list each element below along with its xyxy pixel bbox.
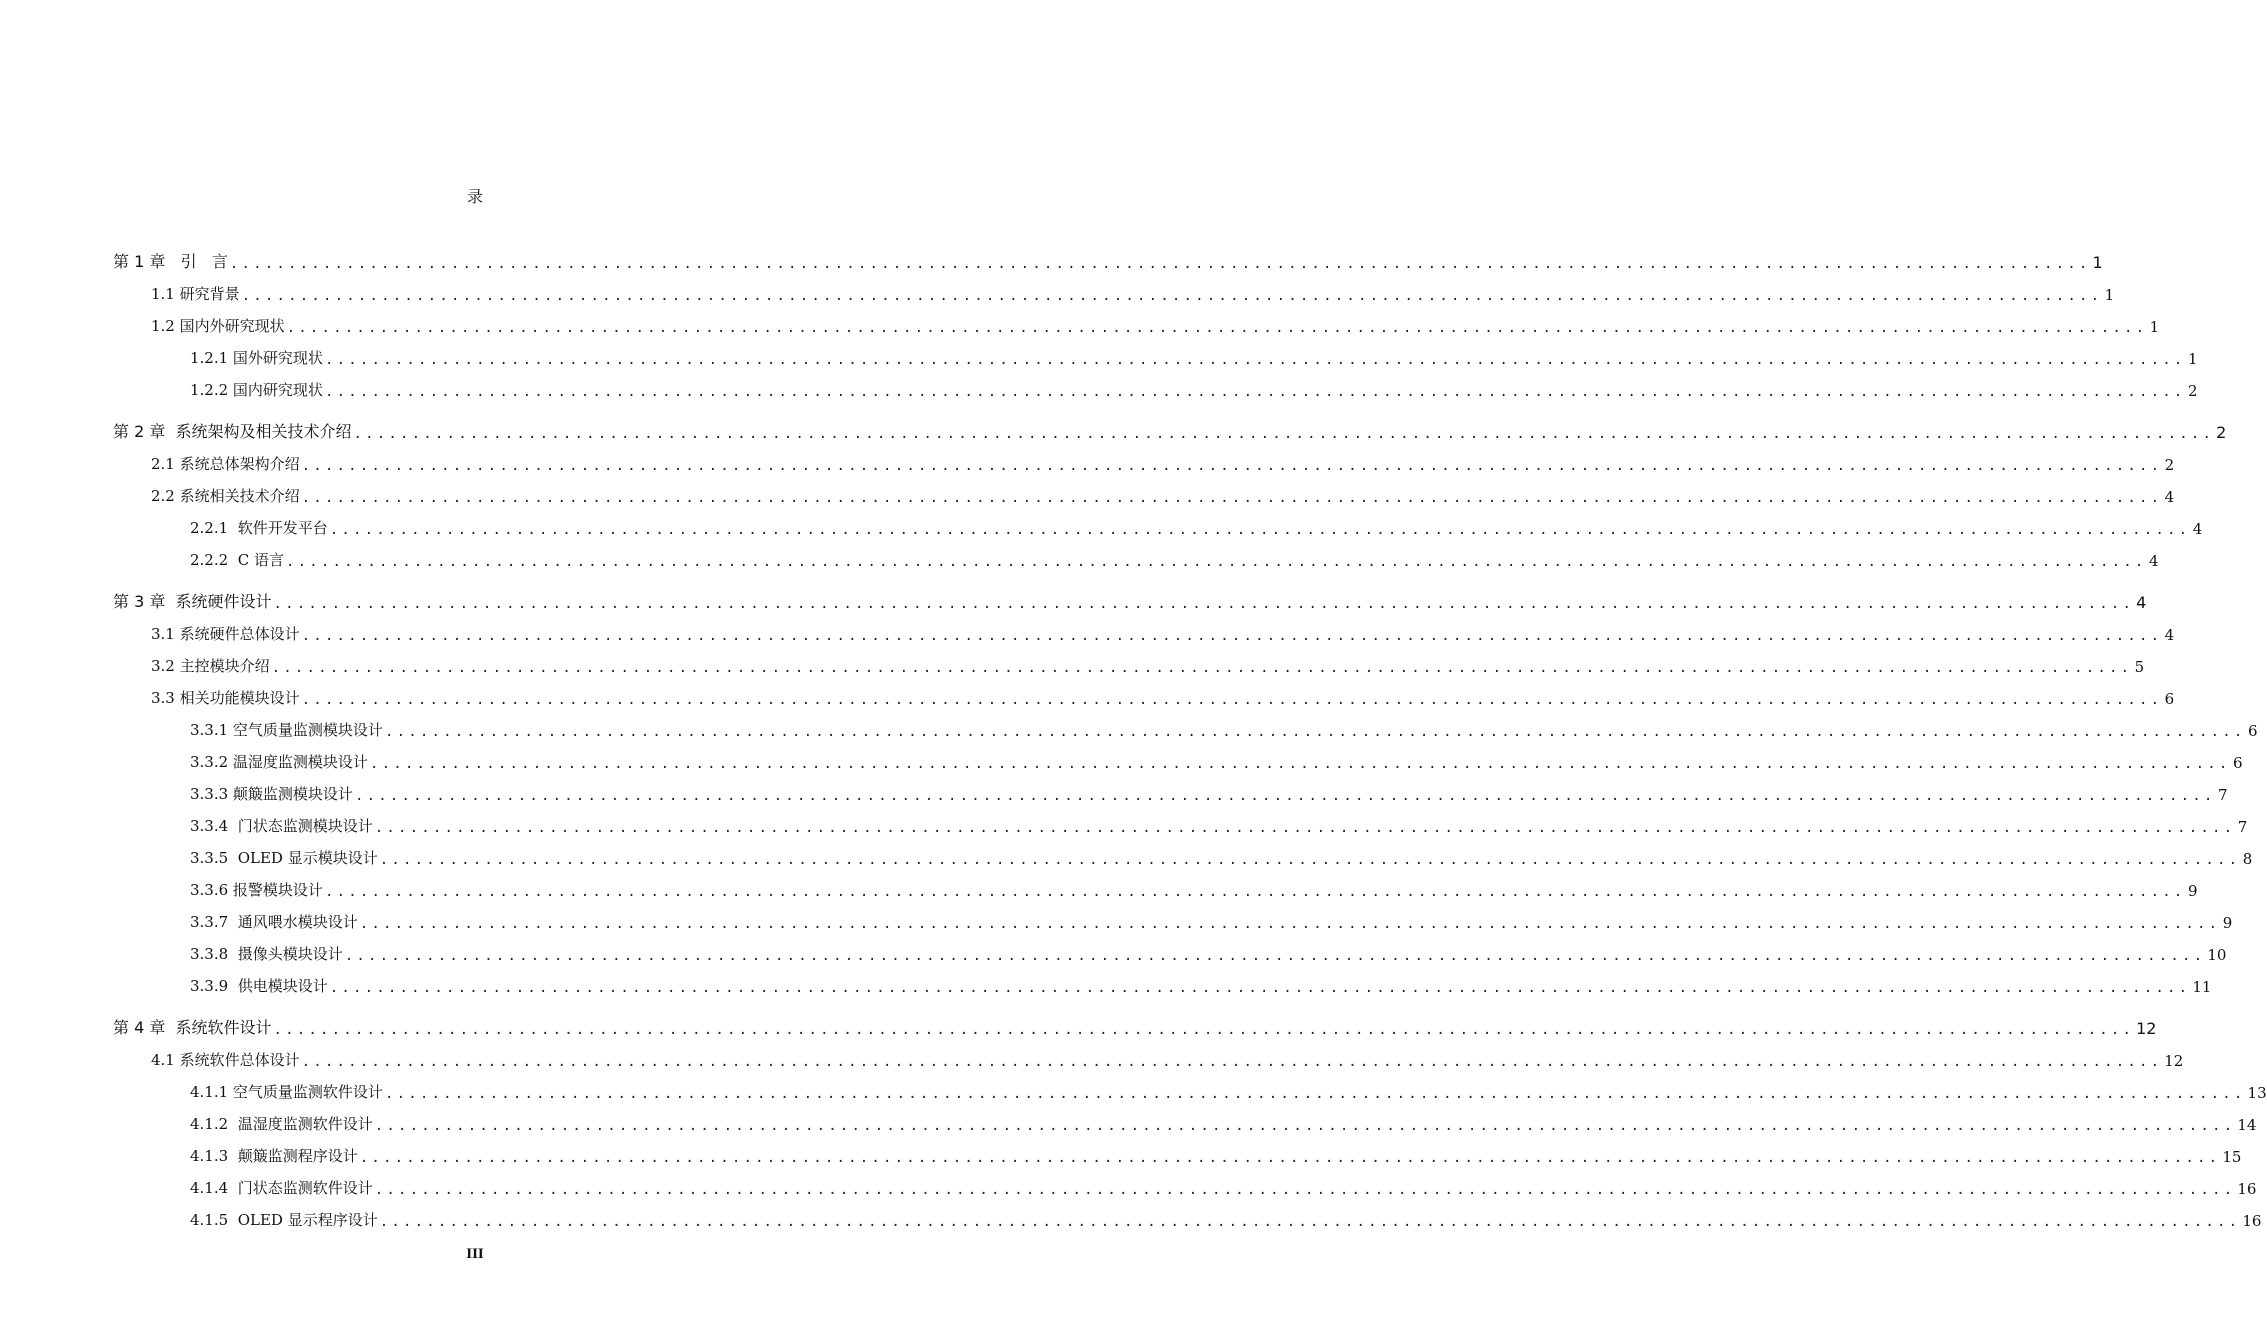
toc-entry[interactable]: [113, 342, 2198, 368]
toc-entry[interactable]: [113, 810, 2248, 836]
toc-entry[interactable]: [113, 374, 2198, 400]
toc-entry-label: 4.1 系统软件总体设计: [151, 1051, 300, 1069]
toc-entry-page-number: 5: [2134, 658, 2145, 676]
toc-entry-label: 2.2.2 C 语言: [190, 551, 284, 569]
toc-entry-label: 2.2 系统相关技术介绍: [151, 487, 300, 505]
toc-entry-label: 第 4 章 系统软件设计: [113, 1018, 272, 1037]
toc-entry-label: 1.2 国内外研究现状: [151, 317, 285, 335]
dot-leader: ................................................................................................................................................................: [301, 490, 2163, 506]
dot-leader: ................................................................................................................................................................: [354, 788, 2216, 804]
dot-leader: ................................................................................................................................................................: [324, 384, 2186, 400]
dot-leader: ................................................................................................................................................................: [359, 1150, 2221, 1166]
toc-entry-page-number: 11: [2192, 978, 2212, 996]
toc-entry[interactable]: [113, 480, 2175, 506]
toc-entry-label: 3.3.1 空气质量监测模块设计: [190, 721, 383, 739]
toc-entry[interactable]: [113, 938, 2227, 964]
toc-entry-label: 3.3 相关功能模块设计: [151, 689, 300, 707]
toc-entry-page-number: 1: [2187, 350, 2198, 368]
dot-leader: ................................................................................................................................................................: [329, 980, 2191, 996]
toc-entry-label: 3.1 系统硬件总体设计: [151, 625, 300, 643]
toc-entry-label: 3.3.6 报警模块设计: [190, 881, 323, 899]
toc-entry-label: 1.2.2 国内研究现状: [190, 381, 323, 399]
toc-entry-page-number: 16: [2237, 1180, 2257, 1198]
dot-leader: ................................................................................................................................................................: [301, 1054, 2163, 1070]
dot-leader: ................................................................................................................................................................: [229, 256, 2091, 272]
dot-leader: ................................................................................................................................................................: [379, 852, 2241, 868]
toc-entry-page-number: 4: [2164, 626, 2175, 644]
toc-entry[interactable]: [113, 1172, 2257, 1198]
toc-entry-label: 第 1 章 引 言: [113, 252, 228, 271]
dot-leader: ................................................................................................................................................................: [379, 1214, 2241, 1230]
toc-entry[interactable]: [113, 650, 2145, 676]
dot-leader: ................................................................................................................................................................: [353, 426, 2215, 442]
toc-entry-page-number: 6: [2232, 754, 2243, 772]
toc-entry-label: 3.2 主控模块介绍: [151, 657, 270, 675]
toc-entry-label: 3.3.2 温湿度监测模块设计: [190, 753, 368, 771]
dot-leader: ................................................................................................................................................................: [374, 820, 2236, 836]
toc-entry-label: 4.1.3 颠簸监测程序设计: [190, 1147, 358, 1165]
toc-entry-page-number: 7: [2217, 786, 2228, 804]
toc-entry[interactable]: [113, 714, 2258, 740]
toc-entry-label: 2.1 系统总体架构介绍: [151, 455, 300, 473]
toc-entry-page-number: 12: [2136, 1019, 2157, 1038]
toc-entry[interactable]: [113, 512, 2203, 538]
toc-entry-page-number: 15: [2222, 1148, 2242, 1166]
toc-entry[interactable]: [113, 544, 2159, 570]
dot-leader: ................................................................................................................................................................: [271, 660, 2133, 676]
toc-entry[interactable]: [113, 842, 2253, 868]
toc-entry-label: 第 3 章 系统硬件设计: [113, 592, 272, 611]
dot-leader: ................................................................................................................................................................: [285, 554, 2147, 570]
dot-leader: ................................................................................................................................................................: [324, 884, 2186, 900]
dot-leader: ................................................................................................................................................................: [273, 1022, 2135, 1038]
toc-entry-label: 3.3.8 摄像头模块设计: [190, 945, 343, 963]
toc-entry-label: 4.1.4 门状态监测软件设计: [190, 1179, 373, 1197]
toc-entry[interactable]: [113, 970, 2212, 996]
toc-entry-page-number: 13: [2247, 1084, 2267, 1102]
toc-entry-label: 4.1.2 温湿度监测软件设计: [190, 1115, 373, 1133]
toc-entry[interactable]: [113, 246, 2103, 272]
dot-leader: ................................................................................................................................................................: [324, 352, 2186, 368]
toc-entry-label: 2.2.1 软件开发平台: [190, 519, 328, 537]
dot-leader: ................................................................................................................................................................: [286, 320, 2148, 336]
toc-entry[interactable]: [113, 416, 2227, 442]
toc-entry[interactable]: [113, 278, 2115, 304]
dot-leader: ................................................................................................................................................................: [273, 596, 2135, 612]
toc-entry-page-number: 2: [2216, 423, 2227, 442]
toc-entry[interactable]: [113, 906, 2233, 932]
toc-entry-label: 3.3.4 门状态监测模块设计: [190, 817, 373, 835]
toc-entry-page-number: 8: [2242, 850, 2253, 868]
toc-entry[interactable]: [113, 1012, 2157, 1038]
toc-entry-page-number: 4: [2136, 593, 2147, 612]
toc-entry-page-number: 4: [2164, 488, 2175, 506]
toc-entry-label: 3.3.3 颠簸监测模块设计: [190, 785, 353, 803]
toc-entry-page-number: 2: [2164, 456, 2175, 474]
dot-leader: ................................................................................................................................................................: [241, 288, 2103, 304]
toc-entry-page-number: 16: [2242, 1212, 2262, 1230]
toc-entry-label: 1.2.1 国外研究现状: [190, 349, 323, 367]
toc-entry-page-number: 9: [2222, 914, 2233, 932]
toc-entry[interactable]: [113, 1044, 2184, 1070]
toc-entry-label: 4.1.5 OLED 显示程序设计: [190, 1211, 378, 1229]
toc-entry-page-number: 1: [2104, 286, 2115, 304]
dot-leader: ................................................................................................................................................................: [301, 458, 2163, 474]
dot-leader: ................................................................................................................................................................: [374, 1118, 2236, 1134]
toc-entry[interactable]: [113, 682, 2175, 708]
toc-entry-page-number: 14: [2237, 1116, 2257, 1134]
toc-entry-page-number: 4: [2149, 552, 2159, 570]
toc-entry[interactable]: [113, 778, 2228, 804]
toc-entry-page-number: 7: [2237, 818, 2248, 836]
toc-entry-label: 1.1 研究背景: [151, 285, 240, 303]
toc-entry-label: 3.3.7 通风喂水模块设计: [190, 913, 358, 931]
dot-leader: ................................................................................................................................................................: [384, 1086, 2246, 1102]
dot-leader: ................................................................................................................................................................: [374, 1182, 2236, 1198]
toc-entry-page-number: 9: [2187, 882, 2198, 900]
dot-leader: ................................................................................................................................................................: [329, 522, 2191, 538]
toc-entry-page-number: 2: [2187, 382, 2198, 400]
toc-entry-label: 4.1.1 空气质量监测软件设计: [190, 1083, 383, 1101]
toc-entry-page-number: 6: [2247, 722, 2258, 740]
toc-entry[interactable]: [113, 746, 2243, 772]
toc-entry-page-number: 4: [2192, 520, 2203, 538]
dot-leader: ................................................................................................................................................................: [369, 756, 2231, 772]
toc-entry[interactable]: [113, 618, 2175, 644]
toc-entry[interactable]: [113, 1140, 2242, 1166]
toc-entry[interactable]: [113, 448, 2175, 474]
toc-entry[interactable]: [113, 1076, 2267, 1102]
toc-entry-page-number: 10: [2207, 946, 2227, 964]
toc-entry-label: 3.3.5 OLED 显示模块设计: [190, 849, 378, 867]
toc-entry-label: 第 2 章 系统架构及相关技术介绍: [113, 422, 352, 441]
dot-leader: ................................................................................................................................................................: [344, 948, 2206, 964]
toc-entry[interactable]: [113, 1204, 2262, 1230]
dot-leader: ................................................................................................................................................................: [301, 692, 2163, 708]
toc-entry[interactable]: [113, 1108, 2257, 1134]
dot-leader: ................................................................................................................................................................: [384, 724, 2246, 740]
toc-entry-page-number: 12: [2164, 1052, 2184, 1070]
toc-entry-page-number: 6: [2164, 690, 2175, 708]
toc-entry-page-number: 1: [2149, 318, 2160, 336]
toc-entry-label: 3.3.9 供电模块设计: [190, 977, 328, 995]
toc-title: 录: [466, 187, 483, 206]
dot-leader: ................................................................................................................................................................: [301, 628, 2163, 644]
toc-entry[interactable]: [113, 310, 2160, 336]
dot-leader: ................................................................................................................................................................: [359, 916, 2221, 932]
page-number-footer: III: [466, 1246, 484, 1262]
toc-entry[interactable]: [113, 586, 2147, 612]
toc-entry[interactable]: [113, 874, 2198, 900]
toc-entry-page-number: 1: [2092, 253, 2103, 272]
